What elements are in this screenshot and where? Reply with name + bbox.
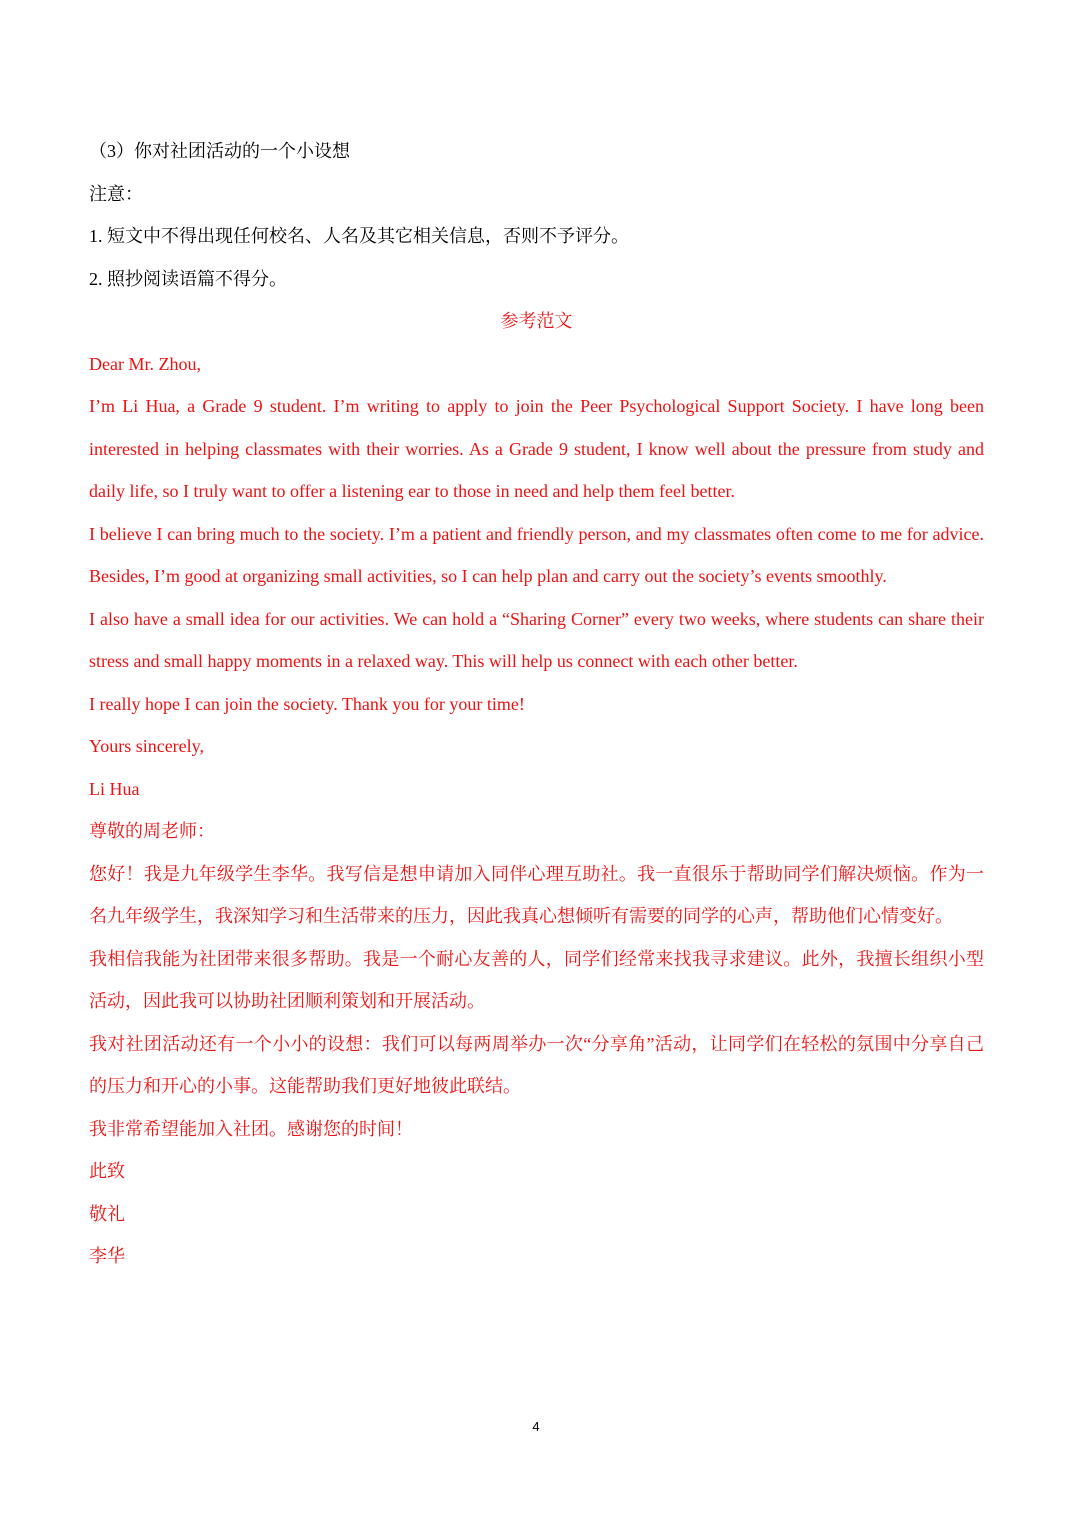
chinese-paragraph: 我相信我能为社团带来很多帮助。我是一个耐心友善的人，同学们经常来找我寻求建议。此外，我擅长组织小型活动，因此我可以协助社团顺利策划和开展活动。 — [89, 948, 984, 1011]
chinese-salutation: 尊敬的周老师： — [89, 821, 215, 841]
chinese-signature: 李华 — [89, 1246, 125, 1266]
english-paragraph: I really hope I can join the society. Thank you for your time! — [89, 693, 525, 714]
english-closing: Yours sincerely, — [89, 736, 204, 756]
note-label: 注意： — [89, 183, 143, 204]
chinese-closing-2: 敬礼 — [89, 1203, 125, 1224]
english-signature: Li Hua — [89, 778, 140, 799]
english-paragraph: I’m Li Hua, a Grade 9 student. I’m writing to apply to join the Peer Psychological Support Society. I have long been interested in helping classmates with their worries. As a Grade 9 student, I know well about the pressure from study and daily life, so I truly want to offer a listening ear to those in need and help them feel better. — [89, 396, 984, 501]
chinese-paragraph: 您好！我是九年级学生李华。我写信是想申请加入同伴心理互助社。我一直很乐于帮助同学们解决烦恼。作为一名九年级学生，我深知学习和生活带来的压力，因此我真心想倾听有需要的同学的心声，帮助他们心情变好。 — [89, 863, 984, 926]
note-2: 2. 照抄阅读语篇不得分。 — [89, 268, 287, 289]
document-page — [89, 130, 984, 1278]
chinese-paragraph: 我非常希望能加入社团。感谢您的时间！ — [89, 1118, 413, 1139]
english-salutation: Dear Mr. Zhou, — [89, 353, 201, 374]
english-paragraph: I also have a small idea for our activities. We can hold a “Sharing Corner” every two weeks, where students can share their stress and small happy moments in a relaxed way. This will help us connect with each other better. — [89, 608, 984, 671]
chinese-closing-1: 此致 — [89, 1161, 125, 1181]
sample-heading: 参考范文 — [500, 311, 573, 331]
page-number: 4 — [532, 1419, 540, 1434]
note-1: 1. 短文中不得出现任何校名、人名及其它相关信息，否则不予评分。 — [89, 226, 629, 246]
chinese-paragraph: 我对社团活动还有一个小小的设想：我们可以每两周举办一次“分享角”活动，让同学们在轻松的氛围中分享自己的压力和开心的小事。这能帮助我们更好地彼此联结。 — [89, 1033, 984, 1096]
english-paragraph: I believe I can bring much to the society. I’m a patient and friendly person, and my classmates often come to me for advice. Besides, I’m good at organizing small activities, so I can help plan and carry out the society’s events smoothly. — [89, 523, 984, 586]
instruction-item-3: （3）你对社团活动的一个小设想 — [89, 141, 350, 161]
